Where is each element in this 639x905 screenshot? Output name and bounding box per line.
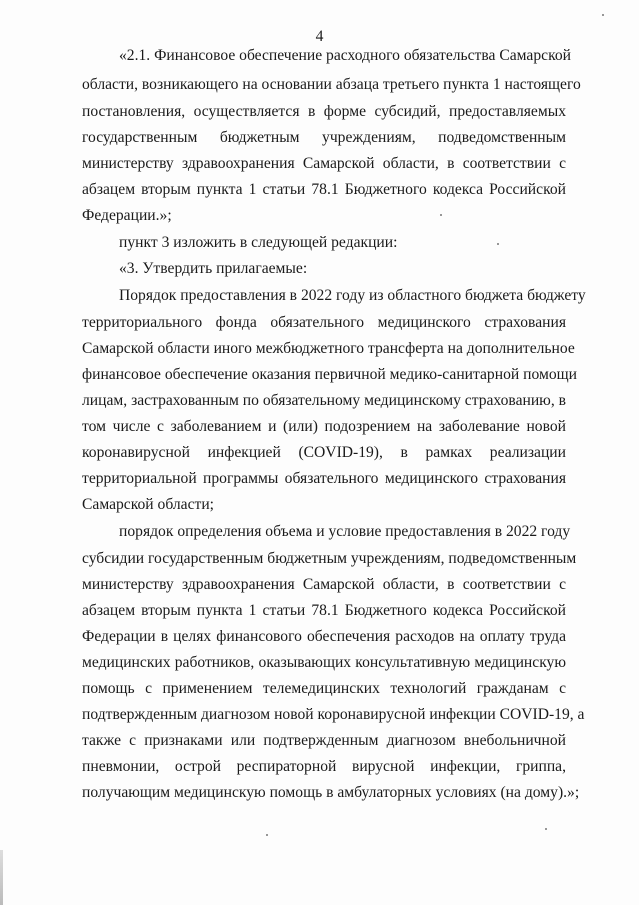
text-line: территориального фонда обязательного медицинского страхования bbox=[82, 314, 566, 331]
text-line: министерству здравоохранения Самарской области, в соответствии с bbox=[82, 576, 566, 593]
text-line: лицам, застрахованным по обязательному медицинскому страхованию, в bbox=[82, 392, 566, 409]
text-line: Самарской области иного межбюджетного трансферта на дополнительное bbox=[82, 340, 575, 357]
scan-speck bbox=[266, 834, 268, 836]
text-line: коронавирусной инфекцией (COVID-19), в рамках реализации bbox=[82, 444, 566, 461]
text-line: государственным бюджетным учреждениям, подведомственным bbox=[82, 129, 566, 146]
scan-edge-shadow bbox=[0, 850, 3, 905]
text-line: получающим медицинскую помощь в амбулаторных условиях (на дому).»; bbox=[82, 784, 580, 801]
text-line: абзацем вторым пункта 1 статьи 78.1 Бюджетного кодекса Российской bbox=[82, 602, 566, 619]
text-line: Порядок предоставления в 2022 году из областного бюджета бюджету bbox=[119, 287, 586, 304]
text-line: области, возникающего на основании абзаца третьего пункта 1 настоящего bbox=[82, 76, 581, 93]
text-line: пункт 3 изложить в следующей редакции: bbox=[119, 234, 398, 251]
text-line: Федерации в целях финансового обеспечения расходов на оплату труда bbox=[82, 628, 566, 645]
text-line: постановления, осуществляется в форме субсидий, предоставляемых bbox=[82, 103, 566, 120]
text-line: министерству здравоохранения Самарской области, в соответствии с bbox=[82, 155, 566, 172]
text-line: также с признаками или подтвержденным диагнозом внебольничной bbox=[82, 732, 566, 749]
text-line: медицинских работников, оказывающих консультативную медицинскую bbox=[82, 654, 566, 671]
text-line: абзацем вторым пункта 1 статьи 78.1 Бюджетного кодекса Российской bbox=[82, 181, 566, 198]
text-line: финансовое обеспечение оказания первичной медико-санитарной помощи bbox=[82, 366, 577, 383]
scan-speck bbox=[497, 243, 499, 245]
text-line: пневмонии, острой респираторной вирусной инфекции, гриппа, bbox=[82, 758, 566, 775]
scan-speck bbox=[440, 214, 442, 216]
scan-speck bbox=[602, 14, 604, 16]
text-line: подтвержденным диагнозом новой коронавирусной инфекции COVID-19, а bbox=[82, 706, 585, 723]
text-line: субсидии государственным бюджетным учреждениям, подведомственным bbox=[82, 550, 577, 567]
text-line: «3. Утвердить прилагаемые: bbox=[119, 260, 308, 277]
scan-speck bbox=[545, 828, 547, 830]
text-line: «2.1. Финансовое обеспечение расходного обязательства Самарской bbox=[119, 47, 571, 64]
text-line: порядок определения объема и условие предоставления в 2022 году bbox=[119, 523, 571, 540]
text-line: том числе с заболеванием и (или) подозрением на заболевание новой bbox=[82, 418, 566, 435]
page-number: 4 bbox=[315, 28, 324, 45]
text-line: помощь с применением телемедицинских технологий гражданам с bbox=[82, 680, 566, 697]
text-line: Федерации.»; bbox=[82, 207, 172, 224]
text-line: Самарской области; bbox=[82, 496, 215, 513]
text-line: территориальной программы обязательного медицинского страхования bbox=[82, 470, 566, 487]
